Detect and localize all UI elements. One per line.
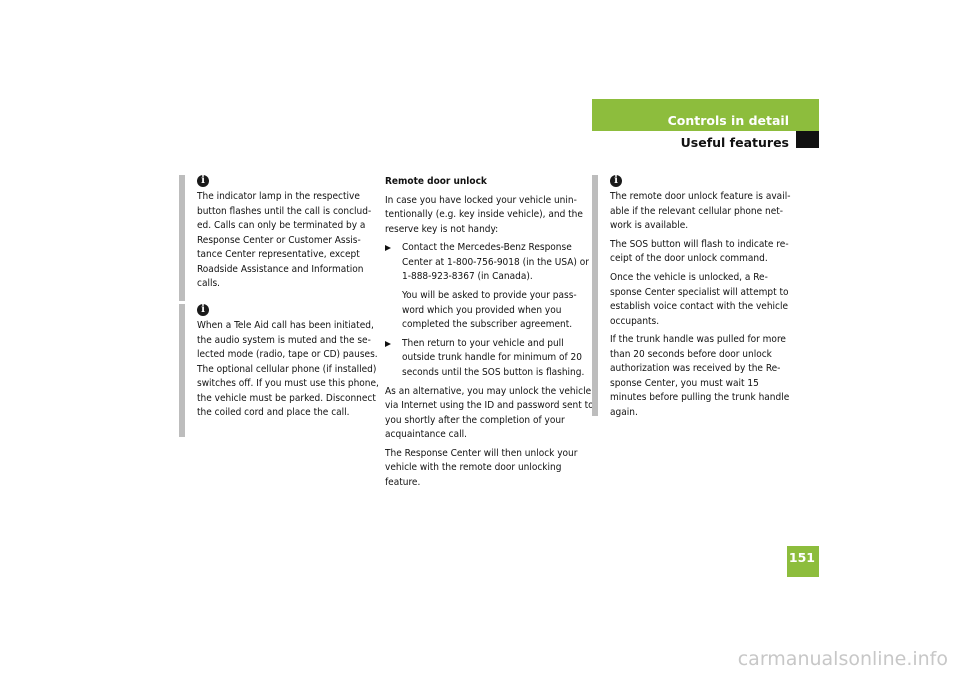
step-1-note: You will be asked to provide your password which you provided when you completed the subscriber agreement. — [402, 290, 577, 331]
arrow-bullet-icon — [385, 341, 391, 347]
info-icon: i — [197, 304, 209, 316]
watermark: carmanualsonline.info — [737, 648, 948, 670]
note-paragraph: Once the vehicle is unlocked, a Response Center specialist will attempt to establish voice contact with the vehicle occupants. — [610, 272, 789, 327]
note-paragraph: The SOS button will flash to indicate receipt of the door unlock command. — [610, 238, 789, 265]
info-icon: i — [610, 175, 622, 187]
step-1-text: Contact the Mercedes-Benz Response Center at 1-800-756-9018 (in the USA) or 1-888-923-8367 (in Canada). — [402, 242, 589, 283]
page-number: 151 — [787, 546, 819, 577]
step-2 — [385, 337, 595, 381]
arrow-bullet-icon — [385, 245, 391, 251]
note-text: When a Tele Aid call has been initiated, the audio system is muted and the selected mode (radio, tape or CD) pauses. The optional cellular phone (if installed) switches off. If you must use this phone, the vehicle must be parked. Disconnect the coiled cord and place the call. — [197, 320, 379, 418]
main-column — [385, 175, 595, 490]
note-text: The indicator lamp in the respective button flashes until the call is concluded. Calls can only be terminated by a Response Center or Customer Assistance Center representative, except Roadside Assistance and Information calls. — [197, 191, 372, 289]
note-box-3 — [592, 175, 796, 416]
step-2-text: Then return to your vehicle and pull outside trunk handle for minimum of 20 seconds until the SOS button is flashing. — [402, 337, 585, 378]
note-box-1 — [179, 175, 379, 301]
step-1 — [385, 241, 595, 285]
subsection-title: Useful features — [680, 135, 789, 150]
closing-paragraph: The Response Center will then unlock your vehicle with the remote door unlocking feature. — [385, 447, 578, 488]
note-paragraph: If the trunk handle was pulled for more than 20 seconds before door unlock authorization was received by the Response Center, you must wait 15 minutes before pulling the trunk handle again. — [610, 334, 790, 418]
info-icon: i — [197, 175, 209, 187]
note-paragraph: The remote door unlock feature is available if the relevant cellular phone network is available. — [610, 191, 791, 231]
section-heading: Remote door unlock — [385, 176, 487, 187]
alternative-paragraph: As an alternative, you may unlock the vehicle via Internet using the ID and password sent to you shortly after the completion of your acquaintance call. — [385, 385, 594, 441]
section-title: Controls in detail — [667, 113, 789, 128]
intro-paragraph: In case you have locked your vehicle unintentionally (e.g. key inside vehicle), and the reserve key is not handy: — [385, 194, 583, 235]
note-box-2 — [179, 304, 379, 437]
header-marker — [796, 131, 819, 148]
